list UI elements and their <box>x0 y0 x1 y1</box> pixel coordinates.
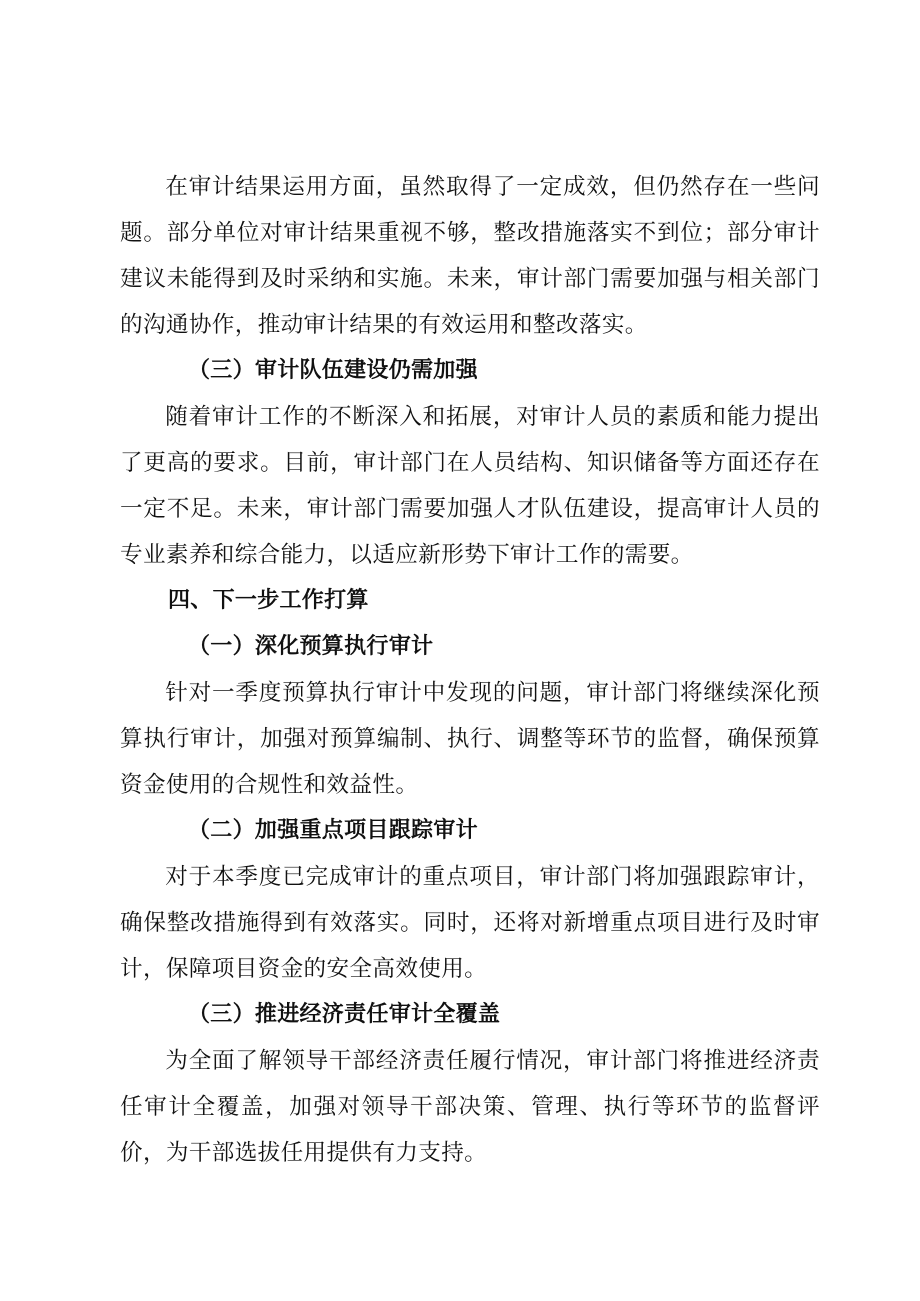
para-team-building: 随着审计工作的不断深入和拓展，对审计人员的素质和能力提出了更高的要求。目前，审计部门在人员结构、知识储备等方面还存在一定不足。未来，审计部门需要加强人才队伍建设，提高审计人员的专业素养和综合能力，以适应新形势下审计工作的需要。 <box>120 404 820 568</box>
document-body <box>120 164 820 1176</box>
para-audit-result-application: 在审计结果运用方面，虽然取得了一定成效，但仍然存在一些问题。部分单位对审计结果重视不够，整改措施落实不到位；部分审计建议未能得到及时采纳和实施。未来，审计部门需要加强与相关部门的沟通协作，推动审计结果的有效运用和整改落实。 <box>120 174 820 338</box>
heading-budget-audit: （一）深化预算执行审计 <box>188 634 434 659</box>
para-budget-audit: 针对一季度预算执行审计中发现的问题，审计部门将继续深化预算执行审计，加强对预算编制、执行、调整等环节的监督，确保预算资金使用的合规性和效益性。 <box>120 680 820 798</box>
heading-next-steps: 四、下一步工作打算 <box>168 588 369 613</box>
para-key-project-audit: 对于本季度已完成审计的重点项目，审计部门将加强跟踪审计，确保整改措施得到有效落实。同时，还将对新增重点项目进行及时审计，保障项目资金的安全高效使用。 <box>120 864 820 982</box>
para-economic-responsibility: 为全面了解领导干部经济责任履行情况，审计部门将推进经济责任审计全覆盖，加强对领导干部决策、管理、执行等环节的监督评价，为干部选拔任用提供有力支持。 <box>120 1048 820 1166</box>
heading-key-project-audit: （二）加强重点项目跟踪审计 <box>188 818 478 843</box>
heading-economic-responsibility: （三）推进经济责任审计全覆盖 <box>188 1002 501 1027</box>
heading-team-building: （三）审计队伍建设仍需加强 <box>188 358 478 383</box>
